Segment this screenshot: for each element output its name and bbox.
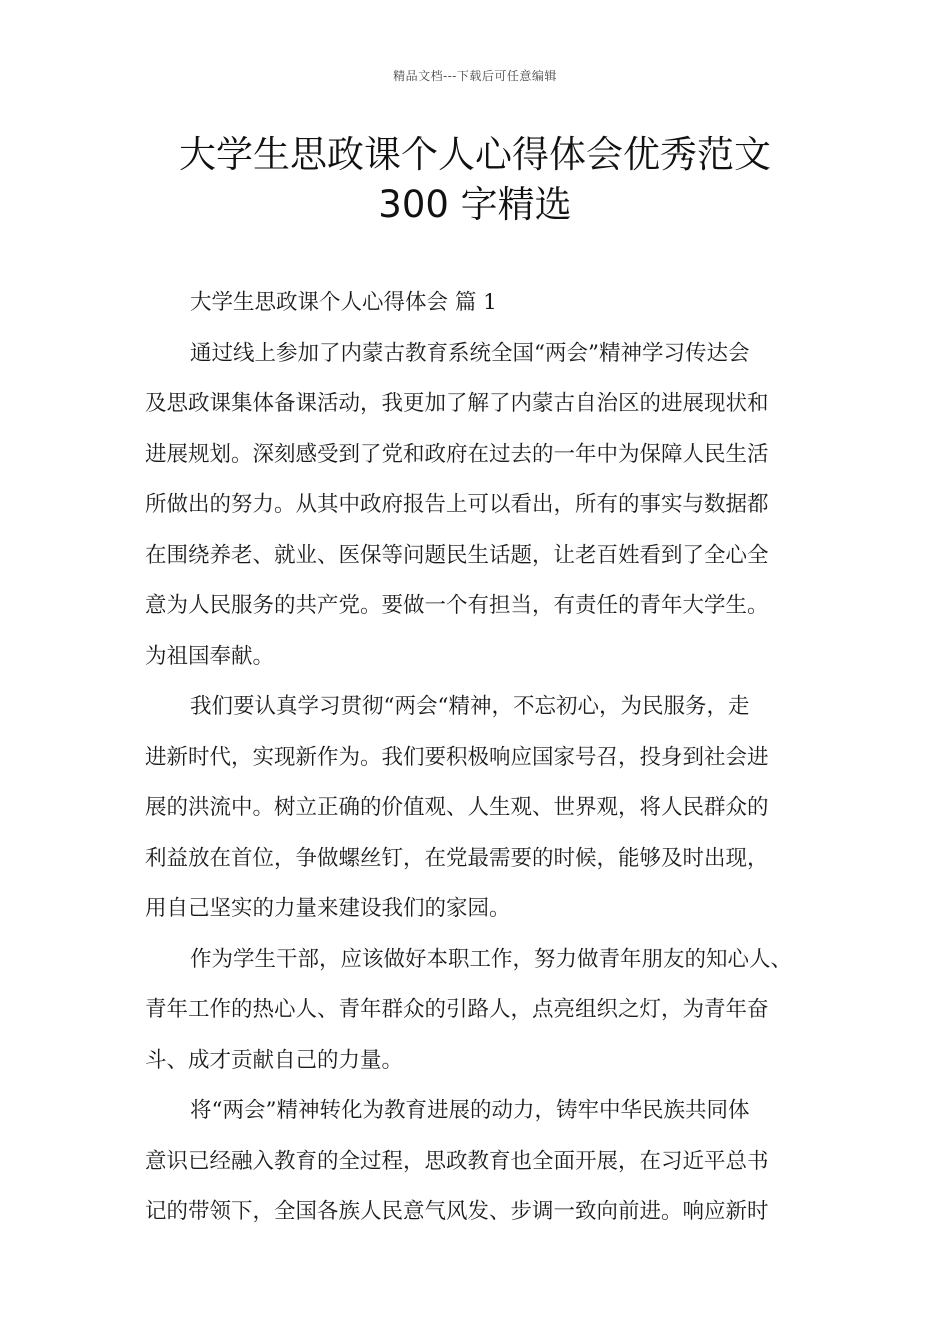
paragraph-4 — [145, 1086, 830, 1238]
paragraph-line: 我们要认真学习贯彻“两会“精神，不忘初心，为民服务，走 — [190, 694, 750, 719]
document-title-line-1: 大学生思政课个人心得体会优秀范文 — [179, 133, 771, 176]
paragraph-line: 及思政课集体备课活动，我更加了解了内蒙古自治区的进展现状和 — [145, 391, 769, 416]
document-body — [145, 278, 830, 1238]
paragraph-line: 利益放在首位，争做螺丝钉，在党最需要的时候，能够及时出现， — [145, 845, 769, 871]
paragraph-1 — [145, 329, 830, 683]
paragraph-line: 斗、成才贡献自己的力量。 — [145, 1047, 404, 1073]
paragraph-line: 意为人民服务的共产党。要做一个有担当，有责任的青年大学生。 — [145, 593, 769, 618]
paragraph-line: 将“两会”精神转化为教育进展的动力，铸牢中华民族共同体 — [190, 1098, 750, 1123]
section-heading: 大学生思政课个人心得体会 篇 1 — [190, 290, 497, 315]
paragraph-line: 作为学生干部，应该做好本职工作，努力做青年朋友的知心人、 — [190, 946, 793, 972]
paragraph-line: 所做出的努力。从其中政府报告上可以看出，所有的事实与数据都 — [145, 492, 769, 517]
paragraph-line: 用自己坚实的力量来建设我们的家园。 — [145, 896, 511, 921]
paragraph-line: 为祖国奉献。 — [145, 643, 275, 669]
paragraph-line: 意识已经融入教育的全过程，思政教育也全面开展，在习近平总书 — [145, 1148, 769, 1174]
paragraph-line: 通过线上参加了内蒙古教育系统全国“两会”精神学习传达会 — [190, 340, 750, 366]
page-header: 精品文档---下载后可任意编辑 — [393, 69, 557, 83]
paragraph-line: 青年工作的热心人、青年群众的引路人，点亮组织之灯，为青年奋 — [145, 997, 769, 1022]
document-title-line-2: 300 字精选 — [378, 183, 572, 226]
document-title — [0, 130, 950, 230]
paragraph-line: 展的洪流中。树立正确的价值观、人生观、世界观，将人民群众的 — [145, 795, 769, 820]
paragraph-line: 在围绕养老、就业、医保等问题民生话题，让老百姓看到了全心全 — [145, 542, 769, 568]
paragraph-line: 进新时代，实现新作为。我们要积极响应国家号召，投身到社会进 — [145, 744, 769, 770]
paragraph-line: 记的带领下，全国各族人民意气风发、步调一致向前进。响应新时 — [145, 1199, 769, 1224]
paragraph-2 — [145, 682, 830, 935]
paragraph-line: 进展规划。深刻感受到了党和政府在过去的一年中为保障人民生活 — [145, 441, 769, 467]
paragraph-3 — [145, 935, 830, 1087]
